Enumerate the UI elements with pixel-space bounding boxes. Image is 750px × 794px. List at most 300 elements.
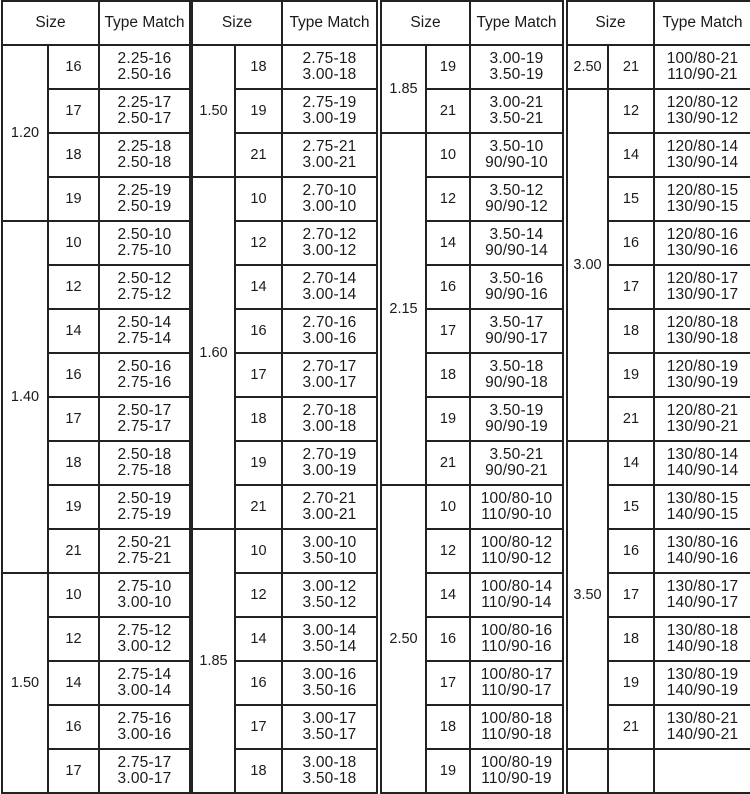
type-match-cell: [654, 353, 750, 397]
rim-diameter-cell: 16: [48, 45, 99, 89]
rim-diameter-cell: 15: [608, 485, 654, 529]
tire-size-text: 3.00-16: [117, 726, 172, 743]
rim-width-cell: 1.50: [192, 45, 235, 177]
type-match-column-header: Type Match: [99, 1, 190, 45]
rim-diameter-cell: 12: [48, 265, 99, 309]
type-match-cell: [470, 661, 563, 705]
tire-size-text: 2.50-18: [117, 154, 172, 171]
tire-size-text: 3.50-12: [302, 594, 357, 611]
type-match-cell: [282, 529, 377, 573]
rim-diameter-cell: 14: [48, 309, 99, 353]
type-match-cell: [654, 397, 750, 441]
tire-size-text: 140/90-15: [666, 506, 739, 523]
tire-size-text: 3.00-10: [302, 198, 357, 215]
tire-size-text: 130/80-19: [666, 666, 739, 683]
tire-size-text: 3.50-19: [489, 66, 544, 83]
rim-diameter-cell: 17: [426, 661, 470, 705]
rim-diameter-cell: 10: [426, 485, 470, 529]
type-match-cell: [470, 397, 563, 441]
type-match-cell: [99, 705, 190, 749]
tire-size-text: 3.00-10: [302, 534, 357, 551]
rim-diameter-cell: 21: [235, 133, 282, 177]
type-match-cell: [470, 617, 563, 661]
tire-size-text: 3.00-16: [302, 666, 357, 683]
type-match-column-header: Type Match: [654, 1, 750, 45]
tire-size-text: 130/90-19: [666, 374, 739, 391]
type-match-cell: [654, 221, 750, 265]
table-row: [2, 45, 190, 89]
tire-size-text: 2.70-16: [302, 314, 357, 331]
rim-diameter-cell: 16: [48, 705, 99, 749]
rim-diameter-cell: 19: [608, 661, 654, 705]
tire-size-text: 3.00-12: [117, 638, 172, 655]
rim-diameter-cell: 16: [235, 661, 282, 705]
rim-diameter-cell: 18: [235, 749, 282, 793]
rim-diameter-cell: 17: [608, 573, 654, 617]
tire-size-text: 3.50-16: [302, 682, 357, 699]
rim-width-cell: 2.50: [567, 45, 608, 89]
tire-size-text: 130/80-17: [666, 578, 739, 595]
tire-size-text: 3.50-12: [489, 182, 544, 199]
tire-size-text: 3.00-17: [117, 770, 172, 787]
rim-diameter-cell: 14: [426, 573, 470, 617]
type-match-cell: [282, 661, 377, 705]
tire-size-text: 2.50-19: [117, 490, 172, 507]
tire-size-text: 2.75-19: [117, 506, 172, 523]
type-match-cell: [282, 309, 377, 353]
table-row: [192, 45, 377, 89]
type-match-cell: [470, 705, 563, 749]
type-match-cell: [282, 221, 377, 265]
tire-size-text: 100/80-16: [480, 622, 553, 639]
rim-width-cell: 2.50: [381, 485, 426, 793]
type-match-column-header: Type Match: [470, 1, 563, 45]
tire-size-text: 110/90-16: [481, 638, 552, 655]
header-row: [2, 1, 190, 45]
tire-size-text: 3.50-10: [302, 550, 357, 567]
tire-size-text: 3.00-10: [117, 594, 172, 611]
table-row: [2, 573, 190, 617]
type-match-cell: [282, 89, 377, 133]
type-match-cell: [470, 353, 563, 397]
type-match-cell: [99, 265, 190, 309]
tire-size-text: 100/80-10: [480, 490, 553, 507]
type-match-cell: [99, 573, 190, 617]
tire-size-text: 130/80-16: [666, 534, 739, 551]
tire-size-text: 3.00-12: [302, 578, 357, 595]
tire-size-text: 3.00-14: [302, 622, 357, 639]
rim-width-cell: 1.40: [2, 221, 48, 573]
rim-diameter-cell: 17: [235, 353, 282, 397]
tire-size-text: 120/80-18: [666, 314, 739, 331]
table-row: [192, 177, 377, 221]
tire-size-text: 2.50-18: [117, 446, 172, 463]
type-match-cell: [654, 529, 750, 573]
tire-size-text: 130/90-16: [666, 242, 739, 259]
tire-size-text: 2.75-10: [117, 242, 172, 259]
rim-diameter-cell: 18: [608, 617, 654, 661]
tire-size-text: 2.75-12: [117, 622, 172, 639]
tire-size-text: 2.70-18: [302, 402, 357, 419]
tire-size-text: 130/90-14: [666, 154, 739, 171]
tire-size-text: 100/80-19: [480, 754, 553, 771]
rim-diameter-cell: 17: [426, 309, 470, 353]
type-match-cell: [654, 617, 750, 661]
table-row: [2, 221, 190, 265]
rim-diameter-cell: 19: [426, 45, 470, 89]
tire-size-text: 120/80-14: [666, 138, 739, 155]
rim-diameter-cell: 17: [48, 749, 99, 793]
tire-size-text: 140/90-17: [666, 594, 739, 611]
tire-size-text: 2.75-16: [117, 710, 172, 727]
size-table-panel-3: [380, 0, 564, 794]
rim-diameter-cell: 18: [235, 397, 282, 441]
tire-size-text: 110/90-12: [481, 550, 552, 567]
type-match-cell: [99, 45, 190, 89]
rim-diameter-cell: 15: [608, 177, 654, 221]
tire-size-text: 2.70-12: [302, 226, 357, 243]
tire-size-text: 2.50-14: [117, 314, 172, 331]
rim-diameter-cell: 14: [608, 133, 654, 177]
tire-size-text: 110/90-19: [481, 770, 552, 787]
tire-size-text: 120/80-19: [666, 358, 739, 375]
rim-width-cell: 1.50: [2, 573, 48, 793]
tire-size-text: 2.70-10: [302, 182, 357, 199]
tire-size-text: 3.00-19: [489, 50, 544, 67]
tire-size-text: 120/80-16: [666, 226, 739, 243]
tire-size-text: 2.75-16: [117, 374, 172, 391]
type-match-cell: [654, 485, 750, 529]
rim-diameter-cell: 21: [608, 45, 654, 89]
rim-diameter-cell: 12: [608, 89, 654, 133]
type-match-cell: [282, 573, 377, 617]
tire-size-text: 2.50-10: [117, 226, 172, 243]
tire-size-text: 90/90-18: [485, 374, 548, 391]
tire-size-text: 3.00-19: [302, 110, 357, 127]
rim-diameter-cell: 12: [48, 617, 99, 661]
rim-diameter-cell: 21: [608, 705, 654, 749]
tire-size-text: 90/90-16: [485, 286, 548, 303]
tire-size-text: 3.50-14: [302, 638, 357, 655]
rim-diameter-cell: 19: [235, 441, 282, 485]
rim-diameter-cell: 14: [48, 661, 99, 705]
type-match-cell: [470, 221, 563, 265]
type-match-cell: [282, 749, 377, 793]
rim-diameter-cell: 16: [608, 529, 654, 573]
tire-size-text: 120/80-21: [666, 402, 739, 419]
rim-diameter-cell: 14: [426, 221, 470, 265]
table-row: [567, 89, 750, 133]
type-match-cell: [470, 265, 563, 309]
tire-size-text: 3.00-12: [302, 242, 357, 259]
tire-size-text: 2.50-12: [117, 270, 172, 287]
tire-size-text: 110/90-17: [481, 682, 552, 699]
rim-diameter-cell: 12: [235, 573, 282, 617]
tire-size-text: 140/90-19: [666, 682, 739, 699]
tire-size-text: 130/80-14: [666, 446, 739, 463]
header-row: [567, 1, 750, 45]
tire-size-text: 100/80-18: [480, 710, 553, 727]
rim-diameter-cell: 16: [48, 353, 99, 397]
tire-size-text: 3.50-18: [489, 358, 544, 375]
type-match-cell: [654, 749, 750, 793]
rim-diameter-cell: 21: [426, 441, 470, 485]
rim-diameter-cell: 16: [426, 265, 470, 309]
type-match-cell: [99, 89, 190, 133]
type-match-cell: [470, 133, 563, 177]
rim-diameter-cell: 18: [608, 309, 654, 353]
tire-size-text: 3.00-19: [302, 462, 357, 479]
tire-size-text: 130/80-18: [666, 622, 739, 639]
tire-size-text: 120/80-17: [666, 270, 739, 287]
type-match-column-header: Type Match: [282, 1, 377, 45]
type-match-cell: [282, 45, 377, 89]
size-column-header: Size: [192, 1, 282, 45]
table-row: [567, 45, 750, 89]
type-match-cell: [99, 749, 190, 793]
tire-size-text: 2.75-21: [117, 550, 172, 567]
type-match-cell: [654, 573, 750, 617]
tire-size-text: 2.70-19: [302, 446, 357, 463]
tire-size-text: 3.00-18: [302, 754, 357, 771]
type-match-cell: [470, 309, 563, 353]
tire-size-text: 3.50-21: [489, 110, 544, 127]
rim-diameter-cell: 12: [235, 221, 282, 265]
type-match-cell: [282, 265, 377, 309]
tire-size-text: 110/90-21: [667, 66, 738, 83]
rim-diameter-cell: 10: [48, 221, 99, 265]
size-column-header: Size: [381, 1, 470, 45]
type-match-cell: [99, 353, 190, 397]
type-match-cell: [282, 485, 377, 529]
tire-size-text: 3.00-21: [302, 506, 357, 523]
tire-size-text: 2.25-18: [117, 138, 172, 155]
rim-diameter-cell: 14: [235, 617, 282, 661]
tire-size-text: 90/90-10: [485, 154, 548, 171]
size-table-panel-2: [191, 0, 378, 794]
rim-diameter-cell: 19: [426, 749, 470, 793]
type-match-cell: [99, 661, 190, 705]
type-match-cell: [282, 397, 377, 441]
rim-diameter-cell: 21: [235, 485, 282, 529]
tire-size-text: 2.50-21: [117, 534, 172, 551]
tire-size-text: 140/90-21: [666, 726, 739, 743]
tire-size-text: 2.75-17: [117, 418, 172, 435]
type-match-cell: [99, 529, 190, 573]
tire-size-text: 3.00-17: [302, 710, 357, 727]
type-match-cell: [99, 617, 190, 661]
type-match-cell: [99, 441, 190, 485]
rim-diameter-cell: 17: [48, 89, 99, 133]
rim-diameter-cell: [608, 749, 654, 793]
type-match-cell: [282, 133, 377, 177]
type-match-cell: [99, 133, 190, 177]
type-match-cell: [470, 529, 563, 573]
rim-diameter-cell: 17: [608, 265, 654, 309]
tire-size-text: 140/90-18: [666, 638, 739, 655]
tire-size-text: 140/90-16: [666, 550, 739, 567]
tire-size-text: 3.00-16: [302, 330, 357, 347]
tire-size-text: 100/80-12: [480, 534, 553, 551]
tire-size-text: 2.75-12: [117, 286, 172, 303]
rim-diameter-cell: 12: [426, 177, 470, 221]
table-row: [381, 485, 563, 529]
rim-diameter-cell: 18: [48, 133, 99, 177]
type-match-cell: [99, 221, 190, 265]
tire-size-text: 100/80-14: [480, 578, 553, 595]
tire-size-text: 130/90-15: [666, 198, 739, 215]
rim-diameter-cell: 16: [426, 617, 470, 661]
tire-size-text: 3.50-16: [489, 270, 544, 287]
type-match-cell: [282, 441, 377, 485]
tire-size-text: 2.75-14: [117, 666, 172, 683]
tire-size-text: 2.50-17: [117, 402, 172, 419]
tire-size-text: 3.50-17: [302, 726, 357, 743]
rim-width-cell: [567, 749, 608, 793]
rim-diameter-cell: 19: [235, 89, 282, 133]
rim-width-cell: 2.15: [381, 133, 426, 485]
tire-size-text: 2.75-19: [302, 94, 357, 111]
type-match-cell: [99, 397, 190, 441]
tire-size-text: 3.50-18: [302, 770, 357, 787]
rim-diameter-cell: 16: [608, 221, 654, 265]
tire-size-text: 2.25-17: [117, 94, 172, 111]
rim-diameter-cell: 18: [48, 441, 99, 485]
rim-diameter-cell: 12: [426, 529, 470, 573]
type-match-cell: [470, 45, 563, 89]
tire-size-text: 130/90-17: [666, 286, 739, 303]
tire-size-text: 110/90-14: [481, 594, 552, 611]
size-column-header: Size: [2, 1, 99, 45]
tire-size-text: 130/90-18: [666, 330, 739, 347]
table-row: [192, 529, 377, 573]
tire-size-text: 2.75-10: [117, 578, 172, 595]
rim-diameter-cell: 21: [608, 397, 654, 441]
tire-size-text: 2.70-17: [302, 358, 357, 375]
type-match-cell: [654, 265, 750, 309]
tire-size-text: 2.75-18: [117, 462, 172, 479]
tire-size-text: 2.70-21: [302, 490, 357, 507]
tire-size-text: 90/90-12: [485, 198, 548, 215]
tire-size-text: 3.50-17: [489, 314, 544, 331]
tire-size-text: 2.70-14: [302, 270, 357, 287]
tire-size-text: 130/80-15: [666, 490, 739, 507]
type-match-cell: [282, 705, 377, 749]
type-match-cell: [470, 749, 563, 793]
type-match-cell: [282, 353, 377, 397]
tire-size-text: 2.75-21: [302, 138, 357, 155]
tire-size-text: 2.50-19: [117, 198, 172, 215]
tire-size-text: 3.00-14: [302, 286, 357, 303]
table-row: [381, 133, 563, 177]
rim-width-cell: 1.85: [381, 45, 426, 133]
type-match-cell: [654, 45, 750, 89]
rim-diameter-cell: 18: [426, 353, 470, 397]
tire-size-text: 2.50-16: [117, 66, 172, 83]
rim-width-cell: 3.00: [567, 89, 608, 441]
table-row: [381, 45, 563, 89]
rim-diameter-cell: 10: [48, 573, 99, 617]
rim-diameter-cell: 19: [48, 485, 99, 529]
type-match-cell: [654, 89, 750, 133]
type-match-cell: [654, 661, 750, 705]
rim-diameter-cell: 19: [48, 177, 99, 221]
rim-diameter-cell: 16: [235, 309, 282, 353]
rim-diameter-cell: 14: [235, 265, 282, 309]
rim-width-cell: 1.85: [192, 529, 235, 793]
type-match-cell: [470, 441, 563, 485]
size-table-panel-1: [1, 0, 191, 794]
tire-size-text: 90/90-19: [485, 418, 548, 435]
type-match-cell: [99, 485, 190, 529]
table-row: [567, 441, 750, 485]
rim-diameter-cell: 21: [426, 89, 470, 133]
rim-diameter-cell: 19: [608, 353, 654, 397]
type-match-cell: [654, 705, 750, 749]
rim-diameter-cell: 21: [48, 529, 99, 573]
rim-diameter-cell: 10: [235, 177, 282, 221]
rim-diameter-cell: 10: [426, 133, 470, 177]
header-row: [381, 1, 563, 45]
type-match-cell: [282, 177, 377, 221]
rim-diameter-cell: 10: [235, 529, 282, 573]
tire-size-text: 2.75-18: [302, 50, 357, 67]
rim-diameter-cell: 17: [48, 397, 99, 441]
type-match-cell: [654, 133, 750, 177]
tire-size-text: 100/80-21: [666, 50, 739, 67]
type-match-cell: [654, 177, 750, 221]
tire-size-text: 2.50-17: [117, 110, 172, 127]
type-match-cell: [99, 309, 190, 353]
table-row: [567, 749, 750, 793]
tire-size-text: 3.00-21: [489, 94, 544, 111]
size-table-panel-4: [566, 0, 750, 794]
tire-size-text: 120/80-15: [666, 182, 739, 199]
tire-size-text: 100/80-17: [480, 666, 553, 683]
tire-size-text: 3.00-14: [117, 682, 172, 699]
header-row: [192, 1, 377, 45]
tire-size-text: 3.50-14: [489, 226, 544, 243]
tire-size-text: 3.50-21: [489, 446, 544, 463]
tire-size-text: 2.75-17: [117, 754, 172, 771]
rim-width-cell: 1.60: [192, 177, 235, 529]
tire-size-text: 90/90-17: [485, 330, 548, 347]
type-match-cell: [654, 309, 750, 353]
tire-size-text: 3.00-17: [302, 374, 357, 391]
type-match-cell: [654, 441, 750, 485]
tire-size-text: 2.25-19: [117, 182, 172, 199]
rim-diameter-cell: 19: [426, 397, 470, 441]
tire-size-text: 3.00-18: [302, 66, 357, 83]
tire-size-text: 2.75-14: [117, 330, 172, 347]
tire-size-text: 130/80-21: [666, 710, 739, 727]
type-match-cell: [470, 573, 563, 617]
tire-size-text: 3.00-21: [302, 154, 357, 171]
type-match-cell: [470, 177, 563, 221]
tire-size-text: 140/90-14: [666, 462, 739, 479]
tire-size-text: 90/90-14: [485, 242, 548, 259]
type-match-cell: [470, 485, 563, 529]
tire-size-text: 110/90-10: [481, 506, 552, 523]
rim-diameter-cell: 18: [426, 705, 470, 749]
tire-size-text: 2.25-16: [117, 50, 172, 67]
tire-size-text: 90/90-21: [485, 462, 548, 479]
rim-diameter-cell: 18: [235, 45, 282, 89]
tire-size-text: 3.00-18: [302, 418, 357, 435]
rim-diameter-cell: 14: [608, 441, 654, 485]
rim-width-cell: 3.50: [567, 441, 608, 749]
type-match-cell: [99, 177, 190, 221]
